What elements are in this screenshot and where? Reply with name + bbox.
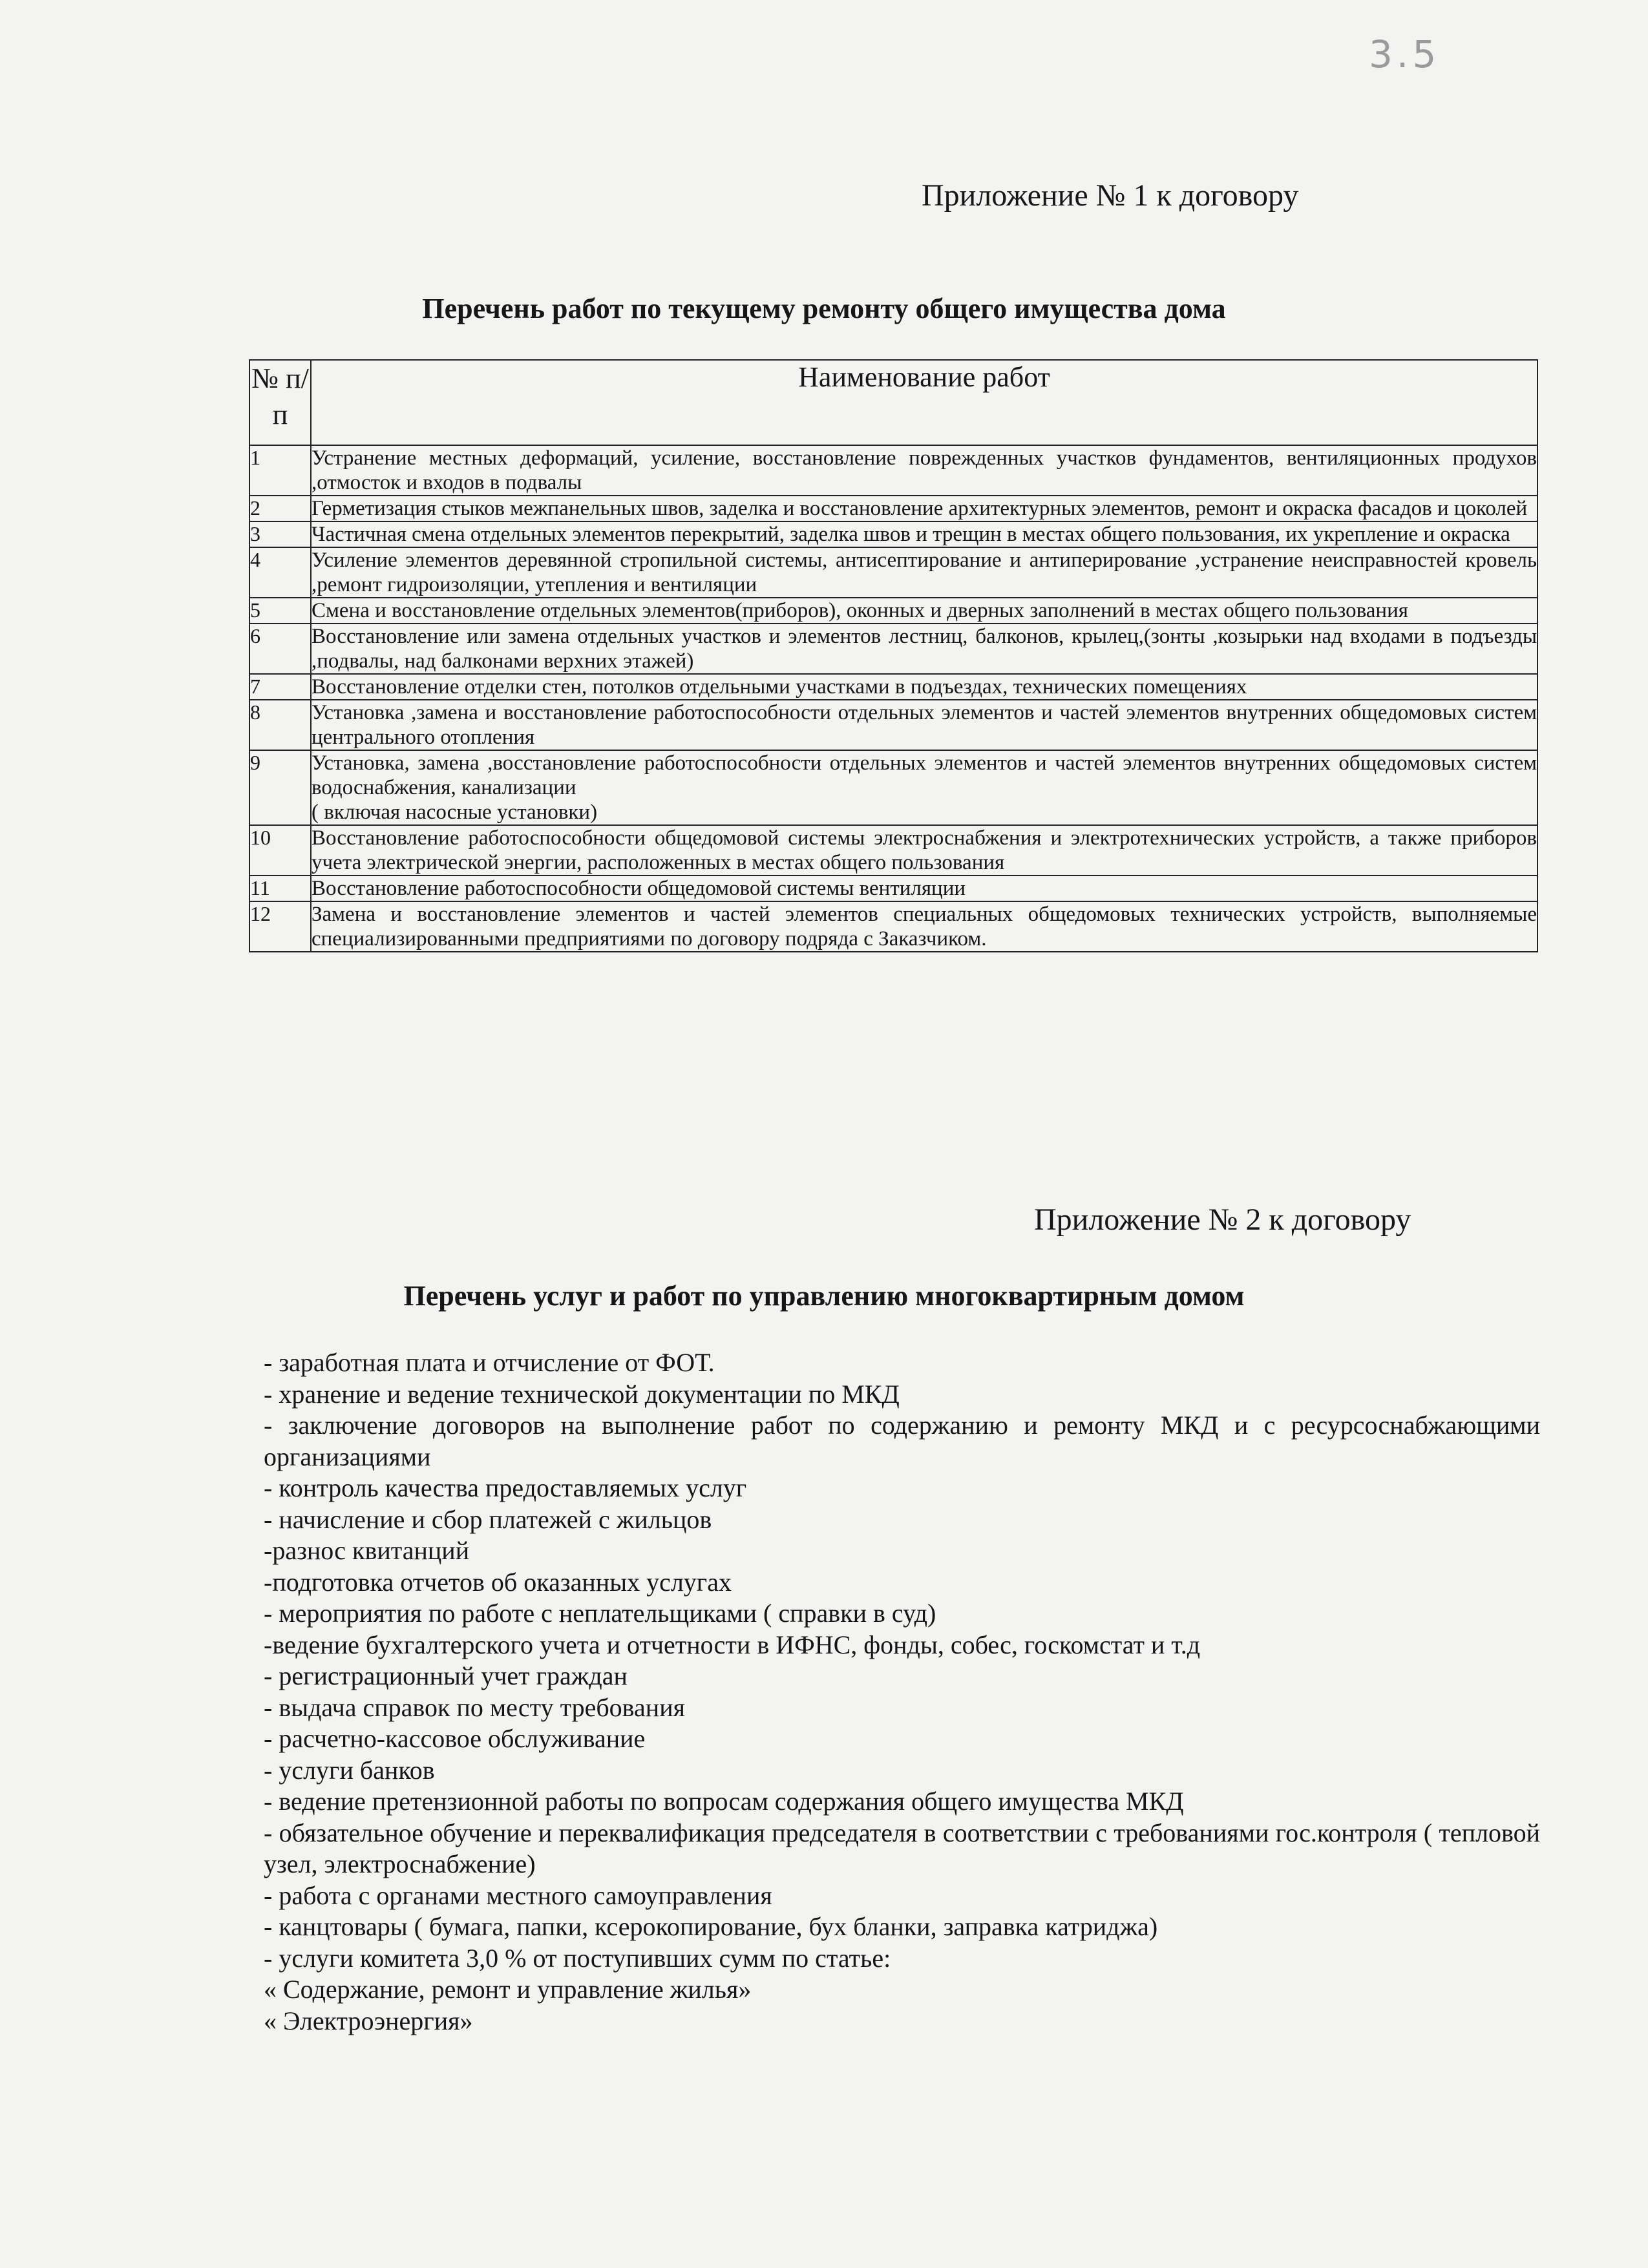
- table-row: [249, 825, 1537, 876]
- row-work-name: Усиление элементов деревянной стропильной системы, антисептирование и антиперирование ,устранение неисправностей кровель ,ремонт гидроизоляции, утепления и вентиляции: [312, 549, 1537, 596]
- row-work-name: Восстановление работоспособности общедомовой системы электроснабжения и электротехнических устройств, а также приборов учета электрической энергии, расположенных в местах общего пользования: [312, 826, 1537, 874]
- row-number: 5: [249, 598, 311, 624]
- row-work-name: Частичная смена отдельных элементов перекрытий, заделка швов и трещин в местах общего пользования, их укрепление и окраска: [311, 521, 1537, 547]
- list-item: - канцтовары ( бумага, папки, ксерокопирование, бух бланки, заправка катриджа): [264, 1912, 1158, 1941]
- list-item: -ведение бухгалтерского учета и отчетности в ИФНС, фонды, собес, госкомстат и т.д: [264, 1630, 1201, 1659]
- appendix-2-heading: Приложение № 2 к договору: [1034, 1202, 1411, 1237]
- table-row: [249, 700, 1537, 750]
- list-item: - расчетно-кассовое обслуживание: [264, 1724, 646, 1753]
- row-number: 7: [249, 674, 311, 700]
- row-number: 11: [249, 876, 311, 901]
- works-list-title: Перечень работ по текущему ремонту общего имущества дома: [422, 293, 1226, 324]
- list-item: - ведение претензионной работы по вопросам содержания общего имущества МКД: [264, 1787, 1184, 1816]
- column-header-number: № п/п: [249, 360, 311, 445]
- table-body: [249, 445, 1537, 952]
- table-row: [249, 750, 1537, 825]
- list-item: - контроль качества предоставляемых услуг: [264, 1473, 747, 1502]
- row-work-name: Замена и восстановление элементов и частей элементов специальных общедомовых технических устройств, выполняемые специализированными предприятиями по договору подряда с Заказчиком.: [312, 903, 1537, 950]
- row-number: 8: [249, 700, 311, 750]
- row-number: 3: [249, 521, 311, 547]
- row-number: 12: [249, 901, 311, 952]
- services-list-title: Перечень услуг и работ по управлению многоквартирным домом: [403, 1280, 1245, 1312]
- row-number: 2: [249, 496, 311, 521]
- table-row: [249, 876, 1537, 901]
- table-row: [249, 521, 1537, 547]
- row-number: 6: [249, 624, 311, 674]
- list-item: - заключение договоров на выполнение работ по содержанию и ремонту МКД и с ресурсоснабжающими организациями: [264, 1411, 1540, 1471]
- list-item: - мероприятия по работе с неплательщиками ( справки в суд): [264, 1599, 936, 1628]
- list-item: « Электроэнергия»: [264, 2006, 473, 2035]
- list-item: -подготовка отчетов об оказанных услугах: [264, 1567, 732, 1597]
- row-work-name: Восстановление работоспособности общедомовой системы вентиляции: [311, 876, 1537, 901]
- row-number: 1: [249, 445, 311, 496]
- table-row: [249, 901, 1537, 952]
- services-list: [264, 1347, 1540, 2037]
- list-item: « Содержание, ремонт и управление жилья»: [264, 1975, 752, 2004]
- row-work-name: Устранение местных деформаций, усиление, восстановление поврежденных участков фундаментов, вентиляционных продухов ,отмосток и входов в подвалы: [312, 446, 1537, 494]
- list-item: - работа с органами местного самоуправления: [264, 1880, 772, 1910]
- table-row: [249, 445, 1537, 496]
- table-row: [249, 496, 1537, 521]
- row-number: 10: [249, 825, 311, 876]
- table-row: [249, 547, 1537, 598]
- row-work-name: Восстановление отделки стен, потолков отдельными участками в подъездах, технических помещениях: [311, 674, 1537, 700]
- row-work-name: Смена и восстановление отдельных элементов(приборов), оконных и дверных заполнений в местах общего пользования: [311, 598, 1537, 624]
- list-item: -разнос квитанций: [264, 1536, 470, 1565]
- list-item: - услуги банков: [264, 1755, 435, 1785]
- row-work-name: Восстановление или замена отдельных участков и элементов лестниц, балконов, крылец,(зонты ,козырьки над входами в подъезды ,подвалы, над балконами верхних этажей): [312, 625, 1537, 673]
- table-header-row: [249, 360, 1537, 445]
- list-item: - выдача справок по месту требования: [264, 1692, 685, 1722]
- list-item: - хранение и ведение технической документации по МКД: [264, 1379, 900, 1409]
- row-work-name: Установка, замена ,восстановление работоспособности отдельных элементов и частей элементов внутренних общедомовых систем водоснабжения, канализации ( включая насосные установки): [312, 751, 1537, 824]
- list-item: - регистрационный учет граждан: [264, 1661, 628, 1690]
- column-header-work-name: Наименование работ: [311, 360, 1537, 445]
- list-item: - услуги комитета 3,0 % от поступивших сумм по статье:: [264, 1943, 891, 1973]
- page-number: 3.5: [1369, 32, 1441, 76]
- list-item: - заработная плата и отчисление от ФОТ.: [264, 1348, 715, 1377]
- table-row: [249, 598, 1537, 624]
- row-work-name: Герметизация стыков межпанельных швов, заделка и восстановление архитектурных элементов, ремонт и окраска фасадов и цоколей: [311, 496, 1537, 521]
- row-number: 4: [249, 547, 311, 598]
- table-row: [249, 674, 1537, 700]
- appendix-1-heading: Приложение № 1 к договору: [922, 178, 1299, 213]
- row-work-name: Установка ,замена и восстановление работоспособности отдельных элементов и частей элементов внутренних общедомовых систем центрального отопления: [312, 701, 1537, 749]
- row-number: 9: [249, 750, 311, 825]
- list-item: - обязательное обучение и переквалификация председателя в соответствии с требованиями гос.контроля ( тепловой узел, электроснабжение): [264, 1818, 1540, 1878]
- repair-works-table: [249, 359, 1538, 952]
- table-row: [249, 624, 1537, 674]
- list-item: - начисление и сбор платежей с жильцов: [264, 1504, 712, 1534]
